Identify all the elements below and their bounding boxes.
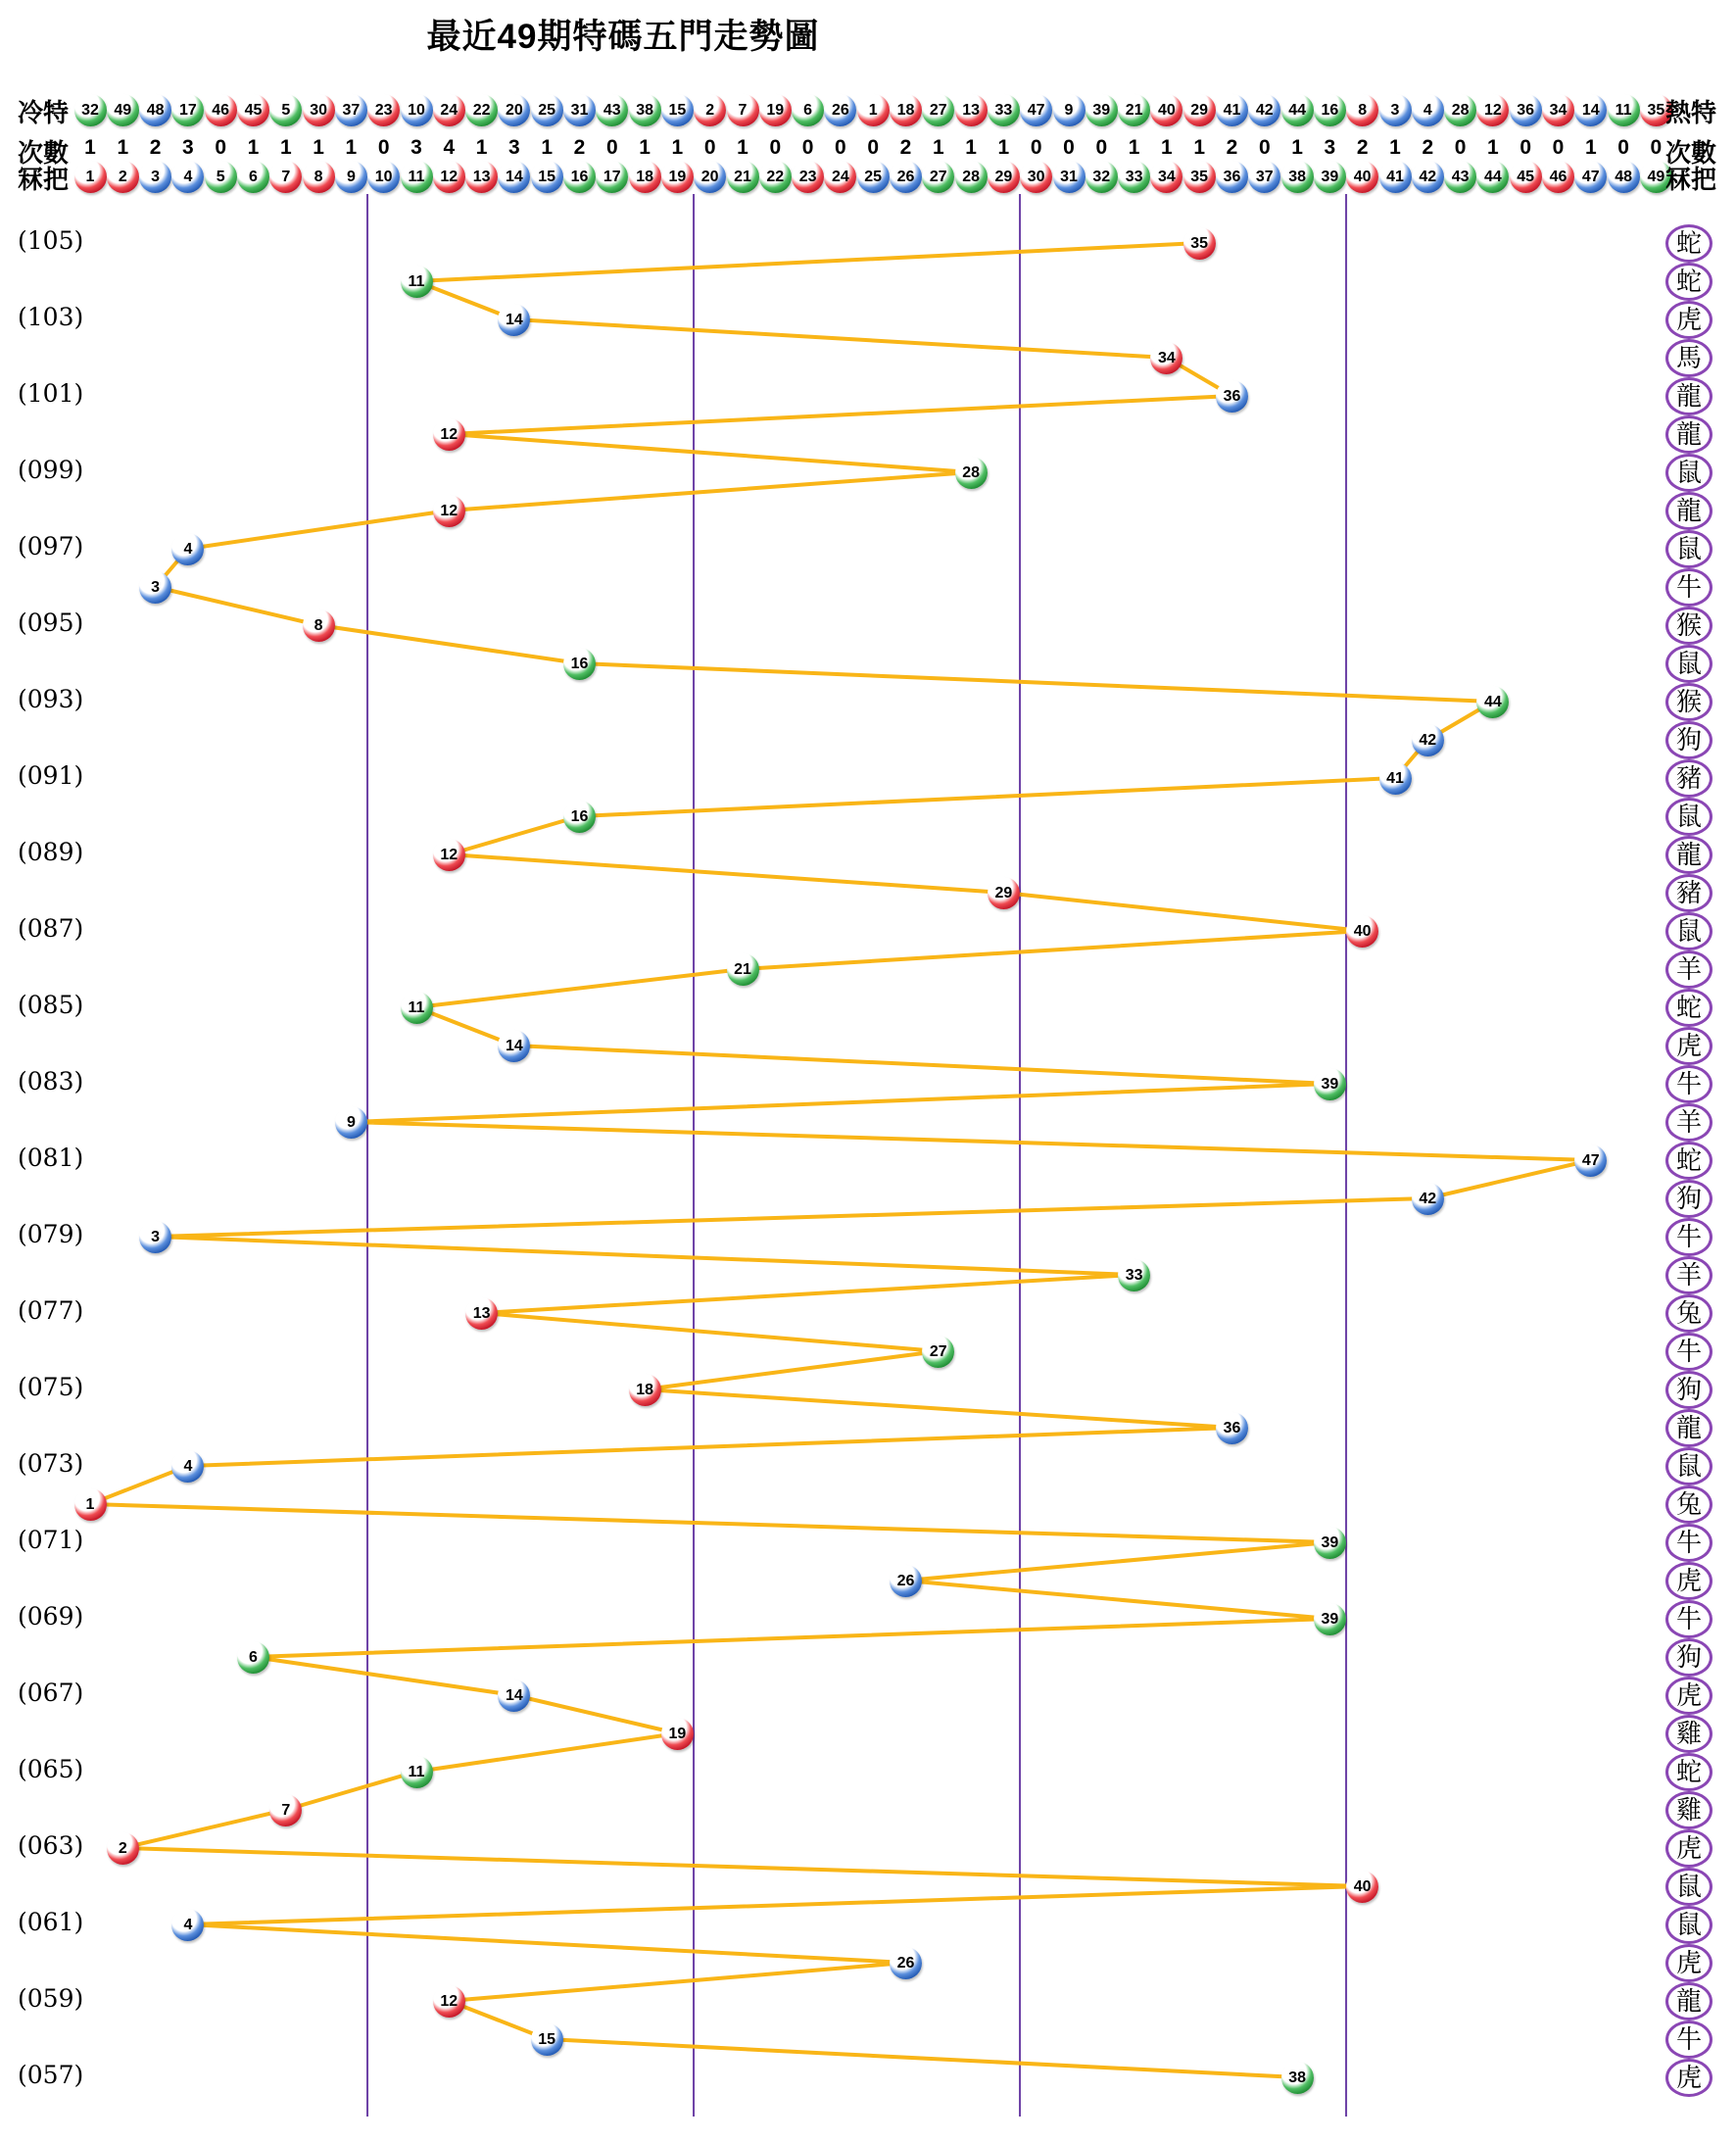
count-value: 2 — [1422, 136, 1434, 159]
cold-order-ball: 34 — [1542, 94, 1574, 126]
chart-ball: 16 — [563, 801, 596, 833]
number-axis-ball: 27 — [922, 161, 954, 193]
cold-order-ball: 32 — [74, 94, 107, 126]
zodiac-badge: 狗 — [1665, 1371, 1712, 1409]
number-axis-ball: 23 — [792, 161, 824, 193]
cold-order-ball: 20 — [498, 94, 530, 126]
cold-order-ball: 46 — [205, 94, 237, 126]
number-axis-ball: 14 — [498, 161, 530, 193]
zodiac-badge: 豬 — [1665, 874, 1712, 912]
count-value: 1 — [639, 136, 651, 159]
zodiac-badge: 牛 — [1665, 1065, 1712, 1103]
count-value: 0 — [605, 136, 618, 159]
cold-order-ball: 41 — [1216, 94, 1248, 126]
number-axis-ball: 25 — [857, 161, 890, 193]
count-value: 1 — [313, 136, 324, 159]
zodiac-badge: 鼠 — [1665, 1447, 1712, 1485]
number-axis-ball: 42 — [1412, 161, 1444, 193]
chart-ball: 14 — [498, 1680, 530, 1712]
zodiac-badge: 鼠 — [1665, 530, 1712, 568]
trend-polyline — [90, 243, 1591, 2077]
zodiac-badge: 兔 — [1665, 1485, 1712, 1524]
count-left-label: 次數 — [18, 138, 70, 168]
cold-order-ball: 17 — [171, 94, 204, 126]
number-axis-ball: 34 — [1150, 161, 1182, 193]
number-axis-ball: 48 — [1608, 161, 1640, 193]
zodiac-badge: 蛇 — [1665, 1142, 1712, 1180]
period-label: (059) — [18, 1984, 84, 2013]
number-axis-ball: 3 — [139, 161, 171, 193]
cold-order-ball: 29 — [1183, 94, 1216, 126]
number-axis-ball: 21 — [727, 161, 759, 193]
cold-order-ball: 27 — [922, 94, 954, 126]
cold-left-label: 冷特 — [18, 98, 70, 127]
chart-ball: 18 — [629, 1374, 661, 1406]
number-axis-ball: 44 — [1476, 161, 1509, 193]
count-value: 1 — [117, 136, 129, 159]
zodiac-badge: 虎 — [1665, 2059, 1712, 2097]
cold-order-ball: 25 — [531, 94, 563, 126]
count-value: 3 — [182, 136, 194, 159]
cold-order-ball: 19 — [759, 94, 792, 126]
count-value: 0 — [1519, 136, 1532, 159]
cold-order-ball: 38 — [629, 94, 661, 126]
chart-ball: 2 — [107, 1832, 139, 1865]
zodiac-badge: 馬 — [1665, 339, 1712, 377]
period-label: (075) — [18, 1373, 84, 1401]
chart-ball: 19 — [661, 1718, 694, 1750]
chart-ball: 11 — [401, 266, 433, 298]
number-axis-ball: 24 — [824, 161, 856, 193]
chart-ball: 13 — [465, 1297, 498, 1330]
period-label: (099) — [18, 456, 84, 484]
number-axis-ball: 39 — [1314, 161, 1346, 193]
zodiac-badge: 羊 — [1665, 1103, 1712, 1142]
count-value: 0 — [1095, 136, 1108, 159]
zodiac-badge: 虎 — [1665, 1829, 1712, 1868]
period-label: (105) — [18, 226, 84, 255]
cold-order-ball: 30 — [303, 94, 335, 126]
number-axis-ball: 43 — [1444, 161, 1476, 193]
count-right-label: 次數 — [1665, 138, 1717, 168]
chart-ball: 40 — [1346, 915, 1378, 948]
zodiac-badge: 雞 — [1665, 1791, 1712, 1829]
count-value: 1 — [932, 136, 944, 159]
cold-order-ball: 35 — [1640, 94, 1672, 126]
number-axis-ball: 26 — [890, 161, 922, 193]
cold-order-ball: 31 — [563, 94, 596, 126]
chart-ball: 39 — [1314, 1527, 1346, 1559]
cold-order-ball: 21 — [1118, 94, 1150, 126]
number-axis-ball: 10 — [367, 161, 400, 193]
cold-order-ball: 4 — [1412, 94, 1444, 126]
zodiac-badge: 龍 — [1665, 377, 1712, 415]
number-axis-ball: 18 — [629, 161, 661, 193]
zodiac-badge: 虎 — [1665, 301, 1712, 339]
chart-ball: 26 — [890, 1565, 922, 1597]
chart-ball: 14 — [498, 304, 530, 336]
count-value: 0 — [801, 136, 814, 159]
zodiac-badge: 龍 — [1665, 1982, 1712, 2020]
chart-ball: 8 — [303, 609, 335, 642]
cold-order-ball: 13 — [955, 94, 988, 126]
period-label: (103) — [18, 303, 84, 331]
count-value: 0 — [1454, 136, 1467, 159]
count-value: 1 — [84, 136, 96, 159]
hot-right-label: 熱特 — [1665, 98, 1717, 127]
zodiac-badge: 牛 — [1665, 1218, 1712, 1256]
period-label: (071) — [18, 1526, 84, 1554]
cold-order-ball: 49 — [107, 94, 139, 126]
number-axis-ball: 36 — [1216, 161, 1248, 193]
zodiac-badge: 龍 — [1665, 836, 1712, 874]
cold-order-ball: 18 — [890, 94, 922, 126]
count-value: 2 — [149, 136, 162, 159]
chart-ball: 16 — [563, 648, 596, 680]
number-axis-ball: 35 — [1183, 161, 1216, 193]
chart-ball: 12 — [433, 839, 465, 871]
period-label: (091) — [18, 761, 84, 790]
chart-ball: 1 — [74, 1488, 107, 1521]
period-label: (085) — [18, 991, 84, 1019]
chart-ball: 36 — [1216, 1412, 1248, 1444]
chart-ball: 26 — [890, 1947, 922, 1979]
period-label: (077) — [18, 1296, 84, 1325]
number-axis-ball: 41 — [1379, 161, 1412, 193]
period-label: (095) — [18, 609, 84, 637]
period-label: (057) — [18, 2061, 84, 2089]
number-axis-ball: 49 — [1640, 161, 1672, 193]
zodiac-badge: 龍 — [1665, 492, 1712, 530]
period-label: (101) — [18, 379, 84, 408]
cold-order-ball: 1 — [857, 94, 890, 126]
zodiac-badge: 狗 — [1665, 721, 1712, 759]
zodiac-badge: 羊 — [1665, 950, 1712, 989]
chart-ball: 38 — [1281, 2062, 1314, 2094]
count-value: 1 — [737, 136, 748, 159]
zodiac-badge: 鼠 — [1665, 1868, 1712, 1906]
zodiac-badge: 龍 — [1665, 1409, 1712, 1447]
cold-order-ball: 39 — [1085, 94, 1118, 126]
cold-order-ball: 47 — [1020, 94, 1052, 126]
count-value: 0 — [1063, 136, 1075, 159]
count-value: 3 — [508, 136, 520, 159]
chart-ball: 34 — [1150, 342, 1182, 374]
zodiac-badge: 牛 — [1665, 1600, 1712, 1638]
chart-ball: 4 — [171, 1450, 204, 1483]
chart-ball: 40 — [1346, 1871, 1378, 1903]
count-value: 1 — [997, 136, 1010, 159]
rumba-right-label: 冧把 — [1665, 165, 1717, 194]
zodiac-badge: 牛 — [1665, 1524, 1712, 1562]
chart-ball: 15 — [531, 2023, 563, 2056]
chart-ball: 4 — [171, 533, 204, 565]
cold-order-ball: 24 — [433, 94, 465, 126]
count-value: 0 — [1650, 136, 1663, 159]
period-label: (061) — [18, 1908, 84, 1936]
number-axis-ball: 13 — [465, 161, 498, 193]
cold-order-ball: 43 — [596, 94, 628, 126]
period-label: (083) — [18, 1067, 84, 1095]
number-axis-ball: 9 — [335, 161, 367, 193]
zodiac-badge: 鼠 — [1665, 798, 1712, 836]
count-value: 1 — [1291, 136, 1303, 159]
cold-order-ball: 8 — [1346, 94, 1378, 126]
cold-order-ball: 42 — [1248, 94, 1280, 126]
count-value: 1 — [1193, 136, 1206, 159]
chart-ball: 39 — [1314, 1603, 1346, 1635]
zodiac-badge: 羊 — [1665, 1256, 1712, 1294]
chart-ball: 21 — [727, 953, 759, 986]
number-axis-ball: 12 — [433, 161, 465, 193]
number-axis-ball: 19 — [661, 161, 694, 193]
chart-ball: 33 — [1118, 1259, 1150, 1291]
number-axis-ball: 6 — [237, 161, 269, 193]
number-axis-ball: 40 — [1346, 161, 1378, 193]
zodiac-badge: 猴 — [1665, 683, 1712, 721]
period-label: (063) — [18, 1831, 84, 1860]
cold-order-ball: 45 — [237, 94, 269, 126]
count-value: 0 — [867, 136, 880, 159]
zodiac-badge: 牛 — [1665, 568, 1712, 607]
zodiac-badge: 狗 — [1665, 1180, 1712, 1218]
zodiac-badge: 蛇 — [1665, 263, 1712, 301]
number-axis-ball: 8 — [303, 161, 335, 193]
zodiac-badge: 鼠 — [1665, 645, 1712, 683]
chart-ball: 41 — [1379, 762, 1412, 795]
number-axis-ball: 45 — [1510, 161, 1542, 193]
count-value: 1 — [1161, 136, 1173, 159]
cold-order-ball: 28 — [1444, 94, 1476, 126]
count-value: 2 — [1356, 136, 1369, 159]
count-value: 0 — [215, 136, 227, 159]
number-axis-ball: 32 — [1085, 161, 1118, 193]
zodiac-badge: 兔 — [1665, 1294, 1712, 1333]
chart-ball: 27 — [922, 1336, 954, 1368]
count-value: 4 — [443, 136, 456, 159]
cold-order-ball: 15 — [661, 94, 694, 126]
zodiac-badge: 虎 — [1665, 1677, 1712, 1715]
count-value: 1 — [541, 136, 554, 159]
number-axis-ball: 15 — [531, 161, 563, 193]
count-value: 2 — [573, 136, 586, 159]
chart-ball: 7 — [269, 1794, 302, 1826]
cold-order-ball: 5 — [269, 94, 302, 126]
chart-ball: 12 — [433, 418, 465, 451]
count-value: 1 — [965, 136, 977, 159]
chart-ball: 39 — [1314, 1068, 1346, 1100]
cold-order-ball: 12 — [1476, 94, 1509, 126]
number-axis-ball: 2 — [107, 161, 139, 193]
count-value: 1 — [247, 136, 260, 159]
chart-ball: 42 — [1412, 1183, 1444, 1215]
chart-ball: 36 — [1216, 380, 1248, 413]
number-axis-ball: 37 — [1248, 161, 1280, 193]
number-axis-ball: 28 — [955, 161, 988, 193]
number-axis-ball: 30 — [1020, 161, 1052, 193]
number-axis-ball: 29 — [988, 161, 1020, 193]
count-value: 1 — [671, 136, 684, 159]
count-value: 2 — [1226, 136, 1238, 159]
chart-ball: 9 — [335, 1106, 367, 1139]
zodiac-badge: 牛 — [1665, 2020, 1712, 2059]
zodiac-badge: 鼠 — [1665, 1906, 1712, 1944]
cold-order-ball: 23 — [367, 94, 400, 126]
count-value: 1 — [1487, 136, 1499, 159]
count-value: 3 — [410, 136, 422, 159]
period-label: (069) — [18, 1602, 84, 1631]
number-axis-ball: 22 — [759, 161, 792, 193]
count-value: 1 — [279, 136, 292, 159]
zodiac-badge: 鼠 — [1665, 454, 1712, 492]
chart-ball: 35 — [1183, 227, 1216, 260]
zodiac-badge: 蛇 — [1665, 989, 1712, 1027]
number-axis-ball: 46 — [1542, 161, 1574, 193]
period-label: (089) — [18, 838, 84, 866]
chart-ball: 44 — [1476, 686, 1509, 718]
cold-order-ball: 22 — [465, 94, 498, 126]
period-label: (081) — [18, 1144, 84, 1172]
cold-order-ball: 16 — [1314, 94, 1346, 126]
cold-order-ball: 9 — [1053, 94, 1085, 126]
zodiac-badge: 鼠 — [1665, 912, 1712, 950]
chart-ball: 28 — [955, 457, 988, 489]
number-axis-ball: 38 — [1281, 161, 1314, 193]
period-label: (073) — [18, 1449, 84, 1478]
zodiac-badge: 牛 — [1665, 1333, 1712, 1371]
chart-ball: 4 — [171, 1909, 204, 1941]
cold-order-ball: 3 — [1379, 94, 1412, 126]
count-value: 0 — [1617, 136, 1629, 159]
number-axis-ball: 47 — [1574, 161, 1607, 193]
period-label: (065) — [18, 1755, 84, 1783]
cold-order-ball: 26 — [824, 94, 856, 126]
cold-order-ball: 33 — [988, 94, 1020, 126]
chart-ball: 11 — [401, 1756, 433, 1788]
zodiac-badge: 虎 — [1665, 1562, 1712, 1600]
period-label: (087) — [18, 914, 84, 943]
chart-ball: 47 — [1574, 1144, 1607, 1177]
count-value: 0 — [703, 136, 716, 159]
count-value: 0 — [1552, 136, 1565, 159]
count-value: 0 — [1030, 136, 1042, 159]
period-label: (079) — [18, 1220, 84, 1248]
cold-order-ball: 44 — [1281, 94, 1314, 126]
cold-order-ball: 10 — [401, 94, 433, 126]
count-value: 0 — [377, 136, 390, 159]
zodiac-badge: 虎 — [1665, 1944, 1712, 1982]
number-axis-ball: 16 — [563, 161, 596, 193]
cold-order-ball: 37 — [335, 94, 367, 126]
cold-order-ball: 2 — [694, 94, 726, 126]
chart-ball: 3 — [139, 1221, 171, 1253]
number-axis-ball: 5 — [205, 161, 237, 193]
count-value: 0 — [769, 136, 782, 159]
zodiac-badge: 蛇 — [1665, 1753, 1712, 1791]
zodiac-badge: 狗 — [1665, 1638, 1712, 1677]
zodiac-badge: 猴 — [1665, 607, 1712, 645]
zodiac-badge: 龍 — [1665, 415, 1712, 454]
count-value: 1 — [1389, 136, 1401, 159]
cold-order-ball: 48 — [139, 94, 171, 126]
period-label: (067) — [18, 1679, 84, 1707]
chart-ball: 14 — [498, 1030, 530, 1062]
period-label: (093) — [18, 685, 84, 713]
chart-ball: 12 — [433, 495, 465, 527]
page-title: 最近49期特碼五門走勢圖 — [426, 18, 820, 56]
count-value: 3 — [1324, 136, 1336, 159]
number-axis-ball: 7 — [269, 161, 302, 193]
rumba-left-label: 冧把 — [18, 165, 70, 194]
number-axis-ball: 20 — [694, 161, 726, 193]
cold-order-ball: 14 — [1574, 94, 1607, 126]
number-axis-ball: 17 — [596, 161, 628, 193]
count-value: 1 — [1584, 136, 1597, 159]
number-axis-ball: 33 — [1118, 161, 1150, 193]
count-value: 1 — [1128, 136, 1140, 159]
period-label: (097) — [18, 532, 84, 560]
number-axis-ball: 4 — [171, 161, 204, 193]
count-value: 0 — [1258, 136, 1271, 159]
chart-ball: 6 — [237, 1641, 269, 1674]
cold-order-ball: 36 — [1510, 94, 1542, 126]
count-value: 1 — [345, 136, 358, 159]
cold-order-ball: 7 — [727, 94, 759, 126]
chart-ball: 12 — [433, 1985, 465, 2018]
cold-order-ball: 6 — [792, 94, 824, 126]
chart-ball: 42 — [1412, 724, 1444, 756]
cold-order-ball: 40 — [1150, 94, 1182, 126]
count-value: 2 — [899, 136, 912, 159]
zodiac-badge: 豬 — [1665, 759, 1712, 798]
zodiac-badge: 虎 — [1665, 1027, 1712, 1065]
chart-ball: 3 — [139, 571, 171, 604]
chart-ball: 29 — [988, 877, 1020, 909]
zodiac-badge: 雞 — [1665, 1715, 1712, 1753]
count-value: 0 — [835, 136, 846, 159]
number-axis-ball: 31 — [1053, 161, 1085, 193]
number-axis-ball: 1 — [74, 161, 107, 193]
chart-ball: 11 — [401, 992, 433, 1024]
cold-order-ball: 11 — [1608, 94, 1640, 126]
count-value: 1 — [475, 136, 488, 159]
number-axis-ball: 11 — [401, 161, 433, 193]
zodiac-badge: 蛇 — [1665, 224, 1712, 263]
